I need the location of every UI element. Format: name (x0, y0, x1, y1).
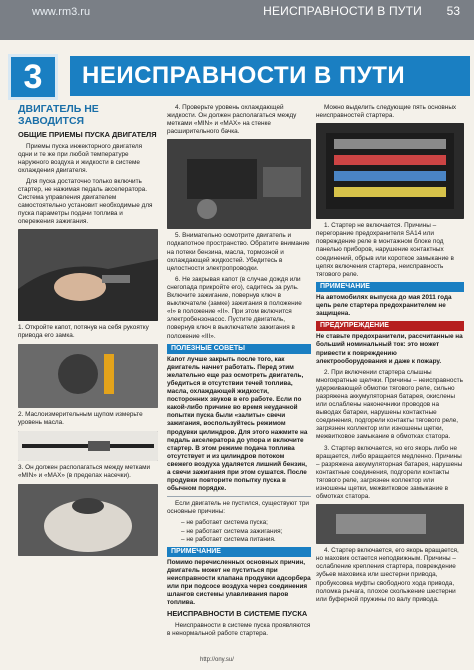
tip-text: Капот лучше закрыть после того, как двигатель начнет работать. Перед этим желательно еще раз осмотреть двигатель, убедиться в отсутствии течей топлива, масла, охлаждающей жидкости, посторонних звуков в его работе. Если по какой-либо причине во время неудачной попытки пуска были «залиты» свечи зажигания, воспользуйтесь режимом продувки цилиндров. Для этого нажмите на педаль акселератора до упора и включите стартер. В этом режиме подача топлива отсутствует и из цилиндров потоком свежего воздуха удаляется лишний бензин, а свечи зажигания при этом сушатся. После продувки повторите попытку пуска в обычном порядке. (167, 355, 308, 493)
list-item: – не работает система питания. (181, 535, 276, 543)
chapter-number: 3 (8, 54, 58, 100)
list-item: – не работает система пуска; (181, 519, 268, 527)
paragraph: Приемы пуска инжекторного двигателя одни и те же при любой температуре наружного воздуха и жидкости в системе охлаждения двигателя. (18, 142, 143, 174)
column-3 (316, 104, 464, 607)
photo-fuse-box (316, 123, 464, 219)
note-text: На автомобилях выпуска до мая 2011 года цепь реле стартера предохранителем не защищена. (316, 293, 452, 318)
tip-title: ПОЛЕЗНЫЕ СОВЕТЫ (167, 344, 311, 354)
divider (167, 496, 311, 497)
page-header (0, 0, 474, 40)
photo-coolant-tank (18, 484, 158, 556)
paragraph: Если двигатель не пустился, существуют три основные причины: (167, 500, 309, 516)
photo-engine-bay (167, 139, 311, 229)
note-text: Помимо перечисленных основных причин, двигатель может не пуститься при неисправности клапана продувки адсорбера или при подсосе воздуха через соединения шлангов системы улавливания паров топлива. (167, 558, 311, 607)
section-title: НЕИСПРАВНОСТИ В СИСТЕМЕ ПУСКА (167, 609, 308, 619)
paragraph: Для пуска достаточно только включить стартер, не нажимая педаль акселератора. Система управления двигателем самостоятельно установит необходимые для пуска параметры подачи топлива и опережения зажигания. (18, 177, 153, 226)
paragraph: 1. Стартер не включается. Причины – перегорание предохранителя SA14 или повреждение реле в монтажном блоке под панелью приборов, нарушение контактных соединений, обрыв или короткое замыкание в цепях включения стартера, неисправность тягового реле. (316, 222, 454, 278)
column-2 (167, 104, 311, 641)
section-title: ДВИГАТЕЛЬ НЕ ЗАВОДИТСЯ (18, 103, 99, 127)
photo-starter (316, 504, 464, 544)
photo-caption: 3. Он должен располагаться между метками «MIN» и «MAX» (в пределах насечки). (18, 464, 151, 480)
paragraph: 2. При включении стартера слышны многократные щелчки. Причины – неисправность удерживающей обмотки тягового реле, сильно разряжена аккумуляторная батарея, окислены или ослаблены наконечники проводов на выводах батареи, нарушены контактные соединения, подгорели контакты тягового реле, загрязнен коллектор или изношены щетки, межвитковое замыкание в обмотках статора. (316, 368, 463, 441)
chapter-title: НЕИСПРАВНОСТИ В ПУТИ (70, 56, 470, 96)
warning-text: Не ставьте предохранители, рассчитанные на больший номинальный ток: это может привести к повреждению электрооборудования и даже к пожару. (316, 333, 463, 365)
photo-caption: 2. Маслоизмерительным щупом измерьте уровень масла. (18, 411, 143, 427)
paragraph: 6. Не закрывая капот (в случае дождя или снегопада прикройте его), садитесь за руль. Включите зажигание, повернув ключ в выключателе (замке) зажигания в положение «I» в положение «II». При этом включится электробензонасос. Пустите двигатель, повернув ключ в выключателе зажигания в положение «III». (167, 275, 302, 340)
paragraph: 4. Стартер включается, его якорь вращается, но маховик остается неподвижным. Причины – ослабление крепления стартера, повреждение зубьев маховика или шестерни привода, пробуксовка муфты свободного хода привода, поломка рычага, плохое скольжение шестерни или буферной пружины по валу привода. (316, 547, 459, 603)
photo-dipstick (18, 344, 158, 408)
photo-caption: 1. Откройте капот, потянув на себя рукоятку привода его замка. (18, 324, 149, 340)
causes-list (181, 519, 311, 543)
photo-hood-release (18, 229, 158, 321)
column-1 (18, 104, 158, 559)
paragraph: Можно выделить следующие пять основных неисправностей стартера. (316, 104, 457, 120)
header-url: www.rm3.ru (32, 6, 91, 18)
running-title: НЕИСПРАВНОСТИ В ПУТИ (263, 4, 422, 18)
note-title: ПРИМЕЧАНИЕ (316, 282, 464, 292)
paragraph: 3. Стартер включается, но его якорь либо не вращается, либо вращается медленно. Причины – разряжена аккумуляторная батарея, нарушены контактные соединения, подгорели контакты тягового реле, загрязнен коллектор или изношены щетки, межвитковое замыкание в обмотках статора. (316, 444, 463, 501)
paragraph: Неисправности в системе пуска проявляются в ненормальной работе стартера. (167, 621, 311, 637)
note-title: ПРИМЕЧАНИЕ (167, 547, 311, 557)
paragraph: 4. Проверьте уровень охлаждающей жидкости. Он должен располагаться между метками «MIN» и «MAX» на стенке расширительного бачка. (167, 104, 297, 136)
page-number: 53 (446, 4, 460, 18)
list-item: – не работает система зажигания; (181, 527, 283, 535)
warning-title: ПРЕДУПРЕЖДЕНИЕ (316, 321, 464, 331)
photo-dipstick-marks (18, 431, 158, 461)
paragraph: 5. Внимательно осмотрите двигатель и подкапотное пространство. Обратите внимание на потеки бензина, масла, тормозной и охлаждающей жидкостей. Убедитесь в целостности электропроводки. (167, 232, 310, 272)
footer-url: http://ony.su/ (200, 657, 234, 663)
subsection-title: ОБЩИЕ ПРИЕМЫ ПУСКА ДВИГАТЕЛЯ (18, 130, 157, 139)
